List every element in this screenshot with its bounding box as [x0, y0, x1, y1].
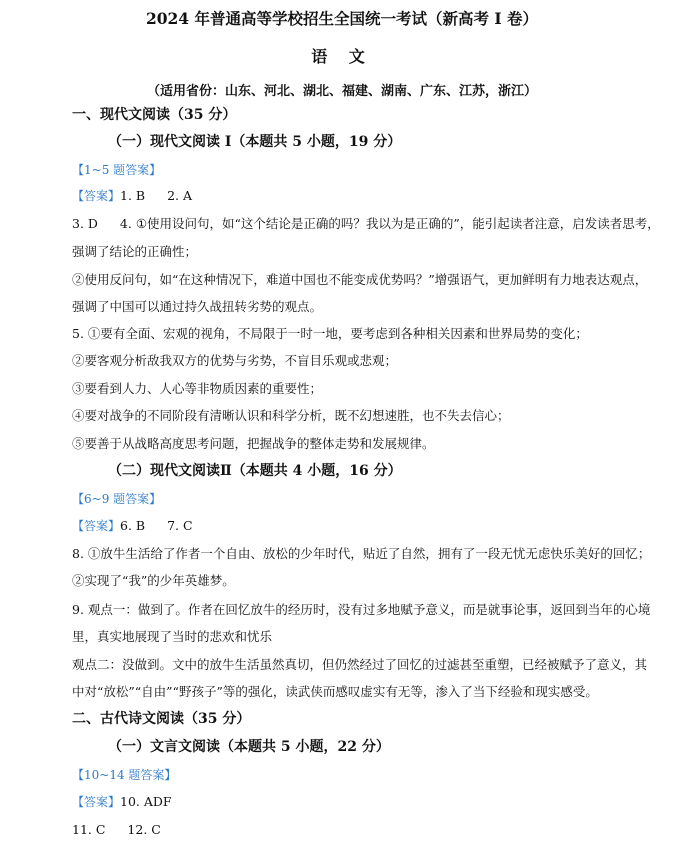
answer-9-text: 9. 观点一：做到了。作者在回忆放牛的经历时，没有过多地赋予意义，而是就事论事，返回到当年的心境	[72, 602, 651, 617]
answer-5-text: ③要看到人力、人心等非物质因素的重要性；	[72, 381, 323, 396]
question-range-tag: 【10~14 题答案】	[72, 768, 177, 782]
subsection-heading-classical-prose: （一）文言文阅读（本题共 5 小题，22 分）	[108, 739, 390, 755]
exam-title: 2024 年普通高等学校招生全国统一考试（新高考 I 卷）	[145, 9, 539, 28]
answer-4-text: 强调了结论的正确性；	[72, 244, 198, 259]
answer-5-text: ②要客观分析敌我双方的优势与劣势，不盲目乐观或悲观；	[72, 353, 398, 368]
answer-5-text: ④要对战争的不同阶段有清晰认识和科学分析，既不幻想速胜，也不失去信心；	[72, 408, 510, 423]
answer-8-text: 8. ①放牛生活给了作者一个自由、放松的少年时代，贴近了自然，拥有了一段无忧无虑快乐美好的回忆；	[72, 546, 651, 561]
subsection-heading-modern-reading-1: （一）现代文阅读 I（本题共 5 小题，19 分）	[108, 134, 402, 150]
answer-4-text: 强调了中国可以通过持久战扭转劣势的观点。	[72, 299, 323, 314]
answer-line	[72, 518, 193, 534]
answer-7: 7. C	[167, 518, 193, 533]
answer-2: 2. A	[167, 188, 193, 203]
answer-11: 11. C	[72, 822, 106, 837]
answer-tag: 【答案】	[72, 795, 121, 809]
question-range-tag: 【1~5 题答案】	[72, 163, 162, 177]
answer-12: 12. C	[127, 822, 161, 837]
answer-1: 1. B	[120, 188, 146, 203]
answer-4-text: ②使用反问句，如“在这种情况下，难道中国也不能变成优势吗？”增强语气，更加鲜明有力地表达观点，	[72, 272, 648, 287]
answer-5-text: 5. ①要有全面、宏观的视角，不局限于一时一地，要考虑到各种相关因素和世界局势的变化；	[72, 326, 588, 341]
question-range-tag: 【6~9 题答案】	[72, 492, 162, 506]
answer-line	[72, 188, 192, 204]
answer-9-text: 中对“放松”“自由”“野孩子”等的强化，读武侠而感叹虚实有无等，渗入了当下经验和现实感受。	[72, 684, 598, 699]
answer-8-text: ②实现了“我”的少年英雄梦。	[72, 573, 235, 588]
answer-3: 3. D	[72, 216, 98, 231]
subsection-heading-modern-reading-2: （二）现代文阅读Ⅱ（本题共 4 小题，16 分）	[108, 463, 402, 479]
answer-line	[72, 794, 172, 810]
answer-line	[72, 822, 161, 838]
answer-10: 10. ADF	[120, 794, 172, 809]
provinces-note: （适用省份：山东、河北、湖北、福建、湖南、广东、江苏，浙江）	[146, 84, 537, 99]
section-heading-classical-reading: 二、古代诗文阅读（35 分）	[72, 711, 251, 727]
answer-6: 6. B	[120, 518, 146, 533]
section-heading-modern-reading: 一、现代文阅读（35 分）	[72, 107, 237, 123]
answer-tag: 【答案】	[72, 519, 121, 533]
answer-4-text: 4. ①使用设问句，如“这个结论是正确的吗？我以为是正确的”，能引起读者注意，启发读者思考，	[119, 216, 660, 231]
answer-tag: 【答案】	[72, 189, 121, 203]
subject-title: 语 文	[311, 47, 373, 66]
answer-line	[72, 216, 660, 232]
answer-5-text: ⑤要善于从战略高度思考问题，把握战争的整体走势和发展规律。	[72, 436, 435, 451]
answer-9-text: 观点二：没做到。文中的放牛生活虽然真切，但仍然经过了回忆的过滤甚至重塑，已经被赋予了意义，其	[72, 657, 648, 672]
answer-9-text: 里，真实地展现了当时的悲欢和忧乐	[72, 629, 273, 644]
